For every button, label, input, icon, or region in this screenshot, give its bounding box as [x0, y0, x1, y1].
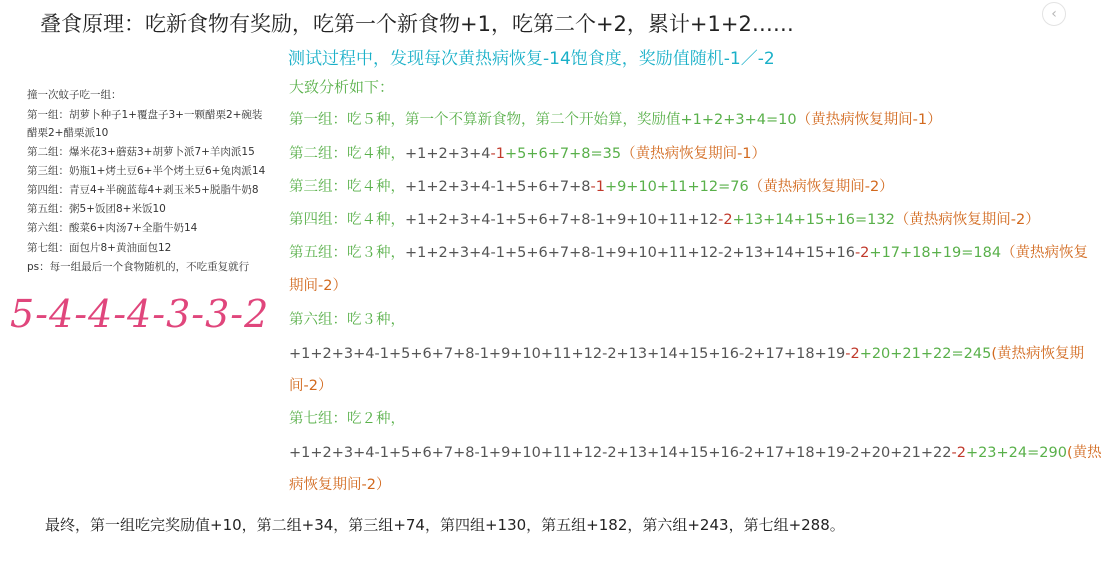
- group-note: (黄热: [1066, 445, 1102, 461]
- group-note: （黄热病恢复期间-2）: [894, 212, 1040, 228]
- group-prefix: +1+2+3+4-1+5+6+7+8-1+9+10+11+12-2+13+14+15+16-2+17+18+19-2+20+21+22: [289, 445, 952, 461]
- group-label: 第二组：吃４种，: [289, 146, 405, 162]
- group-label: 第七组：吃２种，: [289, 411, 405, 427]
- group-calc: +5+6+7+8=35: [504, 146, 622, 162]
- group-prefix: +1+2+3+4-1+5+6+7+8-1+9+10+11+12-2+13+14+15+16-2+17+18+19: [289, 346, 846, 362]
- left-note-line: 第七组：面包片8+黄油面包12: [27, 242, 172, 254]
- group-line-7: [289, 441, 1102, 462]
- analysis-heading: 大致分析如下：: [289, 78, 395, 96]
- group-negative: -1: [490, 146, 505, 162]
- group-prefix: +1+2+3+4: [405, 146, 491, 162]
- group-negative: -2: [718, 212, 733, 228]
- group-note: （黄热病恢复期间-2）: [748, 179, 894, 195]
- group-note-continued: 期间-2）: [289, 278, 347, 294]
- group-label: 第四组：吃４种，: [289, 212, 405, 228]
- group-line-1: [289, 108, 942, 129]
- left-note-line: 第六组：酸菜6+肉汤7+全脂牛奶14: [27, 222, 198, 234]
- left-note-line: 第二组：爆米花3+蘑菇3+胡萝卜派7+羊肉派15: [27, 146, 255, 158]
- group-note-continued: 病恢复期间-2）: [289, 477, 391, 493]
- page-title: 叠食原理：吃新食物有奖励，吃第一个新食物+1，吃第二个+2，累计+1+2……: [40, 12, 794, 36]
- group-calc: +20+21+22=245: [859, 346, 992, 362]
- handwritten-sequence: 5-4-4-4-3-3-2: [10, 292, 270, 336]
- group-negative: -2: [854, 245, 870, 261]
- group-calc: +17+18+19=184: [869, 245, 1002, 261]
- group-note-continued: 间-2）: [289, 378, 333, 394]
- left-note-line: 醋栗2+醋栗派10: [27, 127, 109, 139]
- left-note-line: 撞一次蚊子吃一组：: [27, 89, 122, 101]
- group-note: （黄热病恢复期间-1）: [796, 112, 942, 128]
- group-label: 第五组：吃３种，: [289, 245, 405, 261]
- group-line-5: [289, 241, 1088, 262]
- group-negative: -1: [590, 179, 605, 195]
- left-note-line: 第三组：奶瓶1+烤土豆6+半个烤土豆6+兔肉派14: [27, 165, 266, 177]
- group-calc: +13+14+15+16=132: [732, 212, 895, 228]
- group-line-6: [289, 342, 1084, 363]
- group-line-2: [289, 142, 766, 163]
- chevron-left-icon[interactable]: ‹: [1042, 2, 1066, 26]
- group-label: 第三组：吃４种，: [289, 179, 405, 195]
- group-line-3: [289, 175, 894, 196]
- group-negative: -2: [951, 445, 966, 461]
- group-prefix: +1+2+3+4-1+5+6+7+8-1+9+10+11+12: [405, 212, 719, 228]
- group-prefix: +1+2+3+4-1+5+6+7+8: [405, 179, 591, 195]
- group-negative: -2: [845, 346, 860, 362]
- left-note-line: 第四组：青豆4+半碗蓝莓4+剥玉米5+脱脂牛奶8: [27, 184, 259, 196]
- final-summary: 最终，第一组吃完奖励值+10，第二组+34，第三组+74，第四组+130，第五组+182，第六组+243，第七组+288。: [45, 516, 845, 534]
- group-line-4: [289, 208, 1040, 229]
- left-note-line: ps：每一组最后一个食物随机的，不吃重复就行: [27, 261, 250, 273]
- group-label: 第一组：吃５种，: [289, 112, 405, 128]
- group-calc: +23+24=290: [965, 445, 1067, 461]
- subtitle: 测试过程中，发现每次黄热病恢复-14饱食度，奖励值随机-1／-2: [288, 49, 775, 69]
- group-note: （黄热病恢复: [1001, 245, 1089, 261]
- left-note-line: 第五组：粥5+饭团8+米饭10: [27, 203, 166, 215]
- group-text: 第一个不算新食物，第二个开始算，奖励值+1+2+3+4=10: [405, 112, 797, 128]
- group-prefix: +1+2+3+4-1+5+6+7+8-1+9+10+11+12-2+13+14+15+16: [405, 245, 855, 261]
- group-note: (黄热病恢复期: [991, 346, 1084, 362]
- left-note-line: 第一组：胡萝卜种子1+覆盘子3+一颗醋栗2+碗装: [27, 109, 263, 121]
- group-calc: +9+10+11+12=76: [604, 179, 749, 195]
- group-label: 第六组：吃３种，: [289, 312, 405, 328]
- group-note: （黄热病恢复期间-1）: [621, 146, 767, 162]
